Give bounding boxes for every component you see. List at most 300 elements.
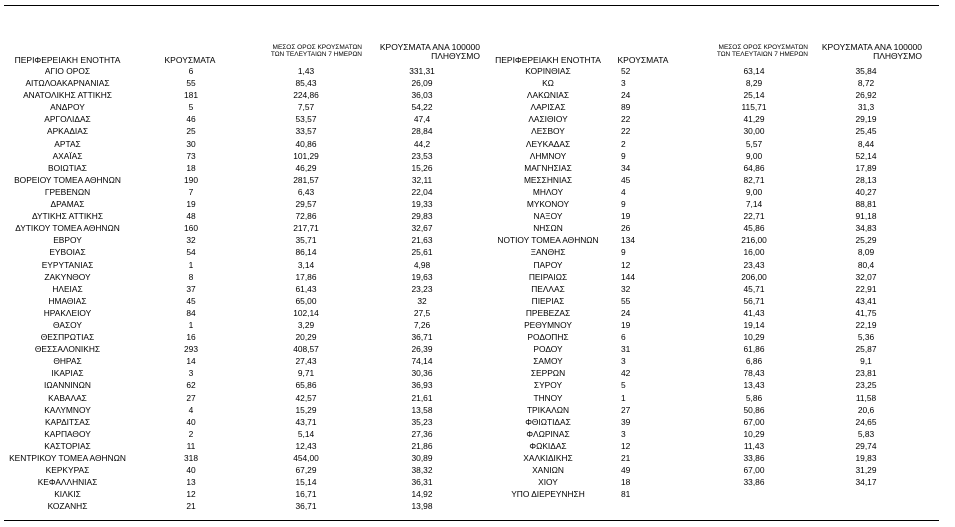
cell-cases: 293	[184, 344, 198, 355]
cell-cases: 3	[188, 368, 194, 379]
cell-avg: 454,00	[293, 453, 319, 463]
cell-avg: 9,00	[745, 150, 763, 161]
table-row	[0, 138, 478, 150]
cell-cases: 39	[621, 416, 631, 427]
cell-cases: 37	[186, 283, 196, 294]
cell-region: ΑΧΑΪΑΣ	[52, 150, 83, 161]
table-row	[0, 174, 478, 186]
cell-cases: 8	[188, 271, 194, 282]
cell-region: ΦΛΩΡΙΝΑΣ	[526, 428, 570, 439]
cell-per: 34,17	[855, 477, 877, 488]
left-header-per-line2: ΠΛΗΘΥΣΜΟ	[431, 50, 480, 61]
cell-region: ΠΕΙΡΑΙΩΣ	[528, 271, 568, 282]
cell-region: ΥΠΟ ΔΙΕΡΕΥΝΗΣΗ	[511, 489, 585, 500]
cell-per: 30,36	[411, 368, 433, 379]
cell-avg: 35,71	[295, 235, 317, 246]
table-row	[478, 404, 948, 416]
table-row	[0, 77, 478, 89]
cell-avg: 5,86	[745, 392, 763, 403]
cell-region: ΣΥΡΟΥ	[533, 380, 563, 391]
cell-cases: 9	[621, 247, 626, 258]
table-row	[0, 307, 478, 319]
top-rule	[4, 5, 939, 6]
cell-cases: 62	[186, 380, 196, 391]
cell-per: 30,89	[411, 453, 433, 463]
cell-avg: 11,43	[743, 440, 765, 451]
cell-region: ΚΟΖΑΝΗΣ	[47, 501, 88, 512]
table-row	[0, 488, 478, 500]
cell-region: ΗΛΕΙΑΣ	[52, 283, 83, 294]
cell-avg: 8,29	[745, 78, 763, 89]
cell-per: 9,1	[860, 356, 872, 367]
cell-per: 31,29	[855, 465, 877, 476]
cell-avg: 27,43	[295, 356, 317, 367]
cell-avg: 101,29	[293, 150, 319, 161]
cell-cases: 34	[621, 162, 631, 173]
cell-cases: 318	[184, 453, 198, 463]
cell-avg: 1,43	[297, 66, 315, 76]
cell-avg: 64,86	[743, 162, 765, 173]
cell-avg: 72,86	[295, 211, 317, 222]
table-row	[478, 392, 948, 404]
table-row	[0, 331, 478, 343]
cell-region: ΔΥΤΙΚΟΥ ΤΟΜΕΑ ΑΘΗΝΩΝ	[15, 223, 120, 234]
cell-avg: 67,00	[743, 465, 765, 476]
cell-region: ΑΡΓΟΛΙΔΑΣ	[44, 114, 91, 125]
cell-region: ΞΑΝΘΗΣ	[530, 247, 566, 258]
cell-per: 15,26	[411, 162, 433, 173]
left-header-region	[0, 38, 135, 64]
cell-cases: 181	[184, 90, 198, 101]
cell-per: 26,92	[855, 90, 877, 101]
table-row	[478, 259, 948, 271]
cell-per: 19,33	[411, 199, 433, 210]
cell-avg: 408,57	[293, 344, 319, 355]
table-row	[0, 440, 478, 452]
cell-per: 19,83	[855, 453, 877, 463]
cell-cases: 9	[621, 150, 626, 161]
cell-region: ΚΑΒΑΛΑΣ	[48, 392, 87, 403]
cell-region: ΘΕΣΠΡΩΤΙΑΣ	[40, 332, 95, 343]
right-header-per100k	[812, 38, 922, 64]
cell-cases: 6	[621, 332, 626, 343]
cell-region: ΕΥΡΥΤΑΝΙΑΣ	[41, 259, 94, 270]
left-header-avg-line2: ΤΩΝ ΤΕΛΕΥΤΑΙΩΝ 7 ΗΜΕΡΩΝ	[270, 51, 362, 58]
table-row	[0, 89, 478, 101]
cell-per: 29,19	[855, 114, 877, 125]
cell-per: 5,83	[857, 428, 875, 439]
cell-cases: 9	[621, 199, 626, 210]
cell-cases: 2	[188, 428, 194, 439]
cell-region: ΚΕΦΑΛΛΗΝΙΑΣ	[37, 477, 98, 488]
table-row	[0, 392, 478, 404]
cell-per: 43,41	[855, 295, 877, 306]
left-header-per100k	[362, 38, 480, 64]
cell-avg: 63,14	[743, 66, 765, 76]
cell-per: 36,03	[411, 90, 433, 101]
cell-per: 27,5	[413, 307, 431, 318]
cell-cases: 134	[621, 235, 635, 246]
cell-per: 17,89	[855, 162, 877, 173]
cell-region: ΚΟΡΙΝΘΙΑΣ	[525, 66, 571, 76]
table-row	[0, 162, 478, 174]
cell-avg: 13,43	[743, 380, 765, 391]
cell-cases: 13	[186, 477, 196, 488]
cell-per: 35,23	[411, 416, 433, 427]
table-row	[0, 500, 478, 512]
table-row	[0, 222, 478, 234]
table-row	[0, 271, 478, 283]
cell-avg: 23,43	[743, 259, 765, 270]
cell-region: ΙΩΑΝΝΙΝΩΝ	[44, 380, 91, 391]
cell-per: 22,04	[411, 186, 433, 197]
table-row	[478, 138, 948, 150]
cell-per: 31,3	[857, 102, 875, 113]
cell-cases: 4	[621, 186, 626, 197]
table-row	[478, 222, 948, 234]
cell-avg: 45,86	[743, 223, 765, 234]
cell-region: ΠΑΡΟΥ	[533, 259, 563, 270]
cell-avg: 5,57	[745, 138, 763, 149]
cell-cases: 19	[186, 199, 196, 210]
cell-region: ΘΕΣΣΑΛΟΝΙΚΗΣ	[34, 344, 101, 355]
table-row	[0, 464, 478, 476]
bottom-rule	[4, 520, 939, 521]
cell-region: ΤΡΙΚΑΛΩΝ	[526, 404, 570, 415]
cell-cases: 12	[186, 489, 196, 500]
cell-region: ΛΗΜΝΟΥ	[529, 150, 567, 161]
cell-avg: 40,86	[295, 138, 317, 149]
cell-avg: 15,14	[295, 477, 317, 488]
left-header-cases-label: ΚΡΟΥΣΜΑΤΑ	[164, 55, 216, 65]
cell-region: ΛΑΣΙΘΙΟΥ	[528, 114, 568, 125]
cell-per: 41,75	[855, 307, 877, 318]
table-row	[478, 428, 948, 440]
cell-cases: 24	[621, 90, 631, 101]
table-row	[478, 295, 948, 307]
cell-per: 47,4	[413, 114, 431, 125]
right-header-avg-line2: ΤΩΝ ΤΕΛΕΥΤΑΙΩΝ 7 ΗΜΕΡΩΝ	[716, 51, 808, 58]
cell-avg: 65,86	[295, 380, 317, 391]
cell-cases: 4	[188, 404, 194, 415]
table-row	[0, 416, 478, 428]
cell-cases: 25	[186, 126, 196, 137]
cell-cases: 14	[186, 356, 196, 367]
right-header-per-line1: ΚΡΟΥΣΜΑΤΑ ΑΝΑ 100000	[821, 41, 922, 52]
right-header-avg-line1: ΜΕΣΟΣ ΟΡΟΣ ΚΡΟΥΣΜΑΤΩΝ	[718, 43, 808, 51]
cell-region: ΚΕΡΚΥΡΑΣ	[45, 465, 90, 476]
cell-avg: 78,43	[743, 368, 765, 379]
cell-cases: 5	[188, 102, 194, 113]
cell-avg: 281,57	[293, 174, 319, 185]
cell-avg: 67,29	[295, 465, 317, 476]
cell-region: ΚΩ	[542, 78, 554, 89]
cell-per: 25,29	[855, 235, 877, 246]
cell-avg: 102,14	[293, 307, 319, 318]
right-header-region-label: ΠΕΡΙΦΕΡΕΙΑΚΗ ΕΝΟΤΗΤΑ	[495, 55, 601, 65]
cell-cases: 3	[621, 78, 626, 89]
cell-avg: 42,57	[295, 392, 317, 403]
cell-avg: 82,71	[743, 174, 765, 185]
cell-cases: 46	[186, 114, 196, 125]
table-row	[0, 65, 478, 77]
cell-cases: 40	[186, 416, 196, 427]
cell-region: ΘΗΡΑΣ	[53, 356, 82, 367]
left-header-avg	[250, 38, 362, 64]
cell-cases: 22	[621, 114, 631, 125]
table-row	[478, 186, 948, 198]
cell-per: 54,22	[411, 102, 433, 113]
cell-cases: 11	[186, 440, 196, 451]
cell-avg: 33,86	[743, 453, 765, 463]
right-header-per-line2: ΠΛΗΘΥΣΜΟ	[873, 50, 922, 61]
cell-avg: 6,43	[297, 186, 315, 197]
table-row	[0, 125, 478, 137]
cell-avg: 16,71	[295, 489, 317, 500]
cell-avg: 3,14	[297, 259, 315, 270]
cell-per: 32	[417, 295, 427, 306]
cell-per: 74,14	[411, 356, 433, 367]
cell-region: ΚΕΝΤΡΙΚΟΥ ΤΟΜΕΑ ΑΘΗΝΩΝ	[9, 453, 126, 463]
table-row	[0, 246, 478, 258]
cell-per: 13,58	[411, 404, 433, 415]
cell-cases: 40	[186, 465, 196, 476]
cell-region: ΜΗΛΟΥ	[532, 186, 564, 197]
cell-per: 8,72	[857, 78, 875, 89]
cell-per: 25,45	[855, 126, 877, 137]
cell-per: 35,84	[855, 66, 877, 76]
table-row	[478, 367, 948, 379]
table-row	[478, 198, 948, 210]
right-header-cases	[613, 38, 673, 64]
cell-region: ΛΕΥΚΑΔΑΣ	[525, 138, 571, 149]
cell-per: 4,98	[413, 259, 431, 270]
cell-region: ΚΑΡΔΙΤΣΑΣ	[44, 416, 91, 427]
table-row	[0, 379, 478, 391]
table-row	[478, 319, 948, 331]
cell-cases: 55	[186, 78, 196, 89]
cell-avg: 41,29	[743, 114, 765, 125]
cell-region: ΦΘΙΩΤΙΔΑΣ	[525, 416, 571, 427]
cell-region: ΑΡΤΑΣ	[54, 138, 81, 149]
cell-cases: 19	[621, 211, 631, 222]
cell-avg: 19,14	[743, 319, 765, 330]
cell-avg: 33,57	[295, 126, 317, 137]
cell-per: 36,93	[411, 380, 433, 391]
cell-cases: 12	[621, 259, 631, 270]
cell-cases: 24	[621, 307, 631, 318]
cell-per: 52,14	[855, 150, 877, 161]
right-table-body	[478, 65, 948, 500]
cell-avg: 86,14	[295, 247, 317, 258]
cell-per: 13,98	[411, 501, 433, 512]
table-row	[478, 77, 948, 89]
cell-avg: 22,71	[743, 211, 765, 222]
cell-cases: 1	[188, 259, 194, 270]
cell-per: 23,53	[411, 150, 433, 161]
cell-region: ΠΡΕΒΕΖΑΣ	[525, 307, 571, 318]
cell-cases: 32	[186, 235, 196, 246]
cell-region: ΚΙΛΚΙΣ	[54, 489, 81, 500]
cell-avg: 67,00	[743, 416, 765, 427]
cell-region: ΛΕΣΒΟΥ	[531, 126, 565, 137]
cell-avg: 61,43	[295, 283, 317, 294]
cell-region: ΑΝΔΡΟΥ	[50, 102, 85, 113]
cell-region: ΜΥΚΟΝΟΥ	[526, 199, 570, 210]
cell-cases: 42	[621, 368, 631, 379]
table-row	[0, 234, 478, 246]
cell-cases: 3	[621, 428, 626, 439]
table-row	[478, 355, 948, 367]
cell-cases: 18	[186, 162, 196, 173]
cell-avg: 7,57	[297, 102, 315, 113]
cell-per: 8,09	[857, 247, 875, 258]
right-header-cases-label: ΚΡΟΥΣΜΑΤΑ	[617, 55, 669, 65]
cell-per: 11,58	[855, 392, 877, 403]
cell-avg: 9,71	[297, 368, 315, 379]
left-header-region-label: ΠΕΡΙΦΕΡΕΙΑΚΗ ΕΝΟΤΗΤΑ	[14, 55, 121, 65]
cell-cases: 21	[186, 501, 196, 512]
cell-per: 36,71	[411, 332, 433, 343]
cell-per: 28,13	[855, 174, 877, 185]
cell-region: ΜΕΣΣΗΝΙΑΣ	[523, 174, 573, 185]
cell-cases: 73	[186, 150, 196, 161]
cell-cases: 190	[184, 174, 198, 185]
cell-region: ΔΡΑΜΑΣ	[50, 199, 85, 210]
cell-per: 23,81	[855, 368, 877, 379]
cell-cases: 7	[188, 186, 194, 197]
cell-cases: 6	[188, 66, 194, 76]
cell-cases: 48	[186, 211, 196, 222]
cell-cases: 30	[186, 138, 196, 149]
cell-avg: 9,00	[745, 186, 763, 197]
cell-region: ΗΜΑΘΙΑΣ	[48, 295, 87, 306]
cell-per: 34,83	[855, 223, 877, 234]
cell-region: ΓΡΕΒΕΝΩΝ	[44, 186, 91, 197]
cell-region: ΚΑΡΠΑΘΟΥ	[44, 428, 91, 439]
cell-region: ΧΙΟΥ	[538, 477, 558, 488]
cell-avg: 3,29	[297, 319, 315, 330]
table-row	[478, 452, 948, 464]
table-row	[0, 476, 478, 488]
cell-per: 19,63	[411, 271, 433, 282]
table-row	[478, 125, 948, 137]
table-row	[478, 271, 948, 283]
cell-avg: 206,00	[741, 271, 767, 282]
cell-cases: 2	[621, 138, 626, 149]
cell-avg: 7,14	[745, 199, 763, 210]
cell-avg: 53,57	[295, 114, 317, 125]
table-row	[0, 404, 478, 416]
cell-cases: 45	[621, 174, 631, 185]
cell-cases: 27	[621, 404, 631, 415]
cell-per: 28,84	[411, 126, 433, 137]
cell-cases: 54	[186, 247, 196, 258]
right-header-region	[478, 38, 618, 64]
cell-avg: 41,43	[743, 307, 765, 318]
table-row	[478, 440, 948, 452]
cell-avg: 36,71	[295, 501, 317, 512]
table-row	[0, 101, 478, 113]
cell-avg: 46,29	[295, 162, 317, 173]
table-row	[478, 246, 948, 258]
cell-per: 26,39	[411, 344, 433, 355]
cell-per: 23,25	[855, 380, 877, 391]
cell-region: ΝΑΞΟΥ	[533, 211, 563, 222]
cell-per: 21,86	[411, 440, 433, 451]
cell-cases: 45	[186, 295, 196, 306]
cell-avg: 30,00	[743, 126, 765, 137]
table-row	[478, 150, 948, 162]
cell-avg: 33,86	[743, 477, 765, 488]
cell-avg: 17,86	[295, 271, 317, 282]
cell-region: ΛΑΚΩΝΙΑΣ	[526, 90, 570, 101]
cell-region: ΒΟΡΕΙΟΥ ΤΟΜΕΑ ΑΘΗΝΩΝ	[14, 174, 121, 185]
cell-per: 29,83	[411, 211, 433, 222]
cell-region: ΣΕΡΡΩΝ	[530, 368, 566, 379]
cell-per: 88,81	[855, 199, 877, 210]
cell-per: 44,2	[413, 138, 431, 149]
cell-per: 23,23	[411, 283, 433, 294]
cell-region: ΑΝΑΤΟΛΙΚΗΣ ΑΤΤΙΚΗΣ	[23, 90, 112, 101]
cell-per: 21,61	[411, 392, 433, 403]
cell-region: ΛΑΡΙΣΑΣ	[530, 102, 566, 113]
cell-cases: 27	[186, 392, 196, 403]
cell-per: 32,07	[855, 271, 877, 282]
cell-avg: 45,71	[743, 283, 765, 294]
cell-cases: 1	[621, 392, 626, 403]
table-row	[0, 295, 478, 307]
cell-avg: 56,71	[743, 295, 765, 306]
cell-region: ΑΡΚΑΔΙΑΣ	[46, 126, 89, 137]
table-row	[478, 416, 948, 428]
cell-avg: 224,86	[293, 90, 319, 101]
table-row	[0, 319, 478, 331]
cell-avg: 15,29	[295, 404, 317, 415]
cell-cases: 1	[188, 319, 194, 330]
cell-per: 22,91	[855, 283, 877, 294]
cell-region: ΚΑΛΥΜΝΟΥ	[44, 404, 91, 415]
cell-region: ΡΕΘΥΜΝΟΥ	[524, 319, 572, 330]
table-row	[0, 210, 478, 222]
cell-per: 36,31	[411, 477, 433, 488]
cell-per: 32,67	[411, 223, 433, 234]
cell-region: ΔΥΤΙΚΗΣ ΑΤΤΙΚΗΣ	[31, 211, 103, 222]
cell-region: ΚΑΣΤΟΡΙΑΣ	[44, 440, 91, 451]
table-row	[478, 379, 948, 391]
cell-region: ΡΟΔΟΠΗΣ	[527, 332, 569, 343]
cell-region: ΧΑΝΙΩΝ	[532, 465, 564, 476]
cell-cases: 32	[621, 283, 631, 294]
cell-cases: 160	[184, 223, 198, 234]
cell-avg: 85,43	[295, 78, 317, 89]
cell-per: 24,65	[855, 416, 877, 427]
cell-region: ΖΑΚΥΝΘΟΥ	[44, 271, 91, 282]
table-row	[0, 113, 478, 125]
table-row	[478, 113, 948, 125]
left-table-body	[0, 65, 478, 512]
cell-avg: 61,86	[743, 344, 765, 355]
cell-cases: 3	[621, 356, 626, 367]
cell-avg: 115,71	[741, 102, 767, 113]
table-row	[478, 476, 948, 488]
cell-region: ΗΡΑΚΛΕΙΟΥ	[43, 307, 92, 318]
table-row	[478, 65, 948, 77]
cell-region: ΕΒΡΟΥ	[53, 235, 82, 246]
cell-region: ΝΟΤΙΟΥ ΤΟΜΕΑ ΑΘΗΝΩΝ	[497, 235, 599, 246]
cell-cases: 52	[621, 66, 631, 76]
cell-region: ΘΑΣΟΥ	[53, 319, 82, 330]
